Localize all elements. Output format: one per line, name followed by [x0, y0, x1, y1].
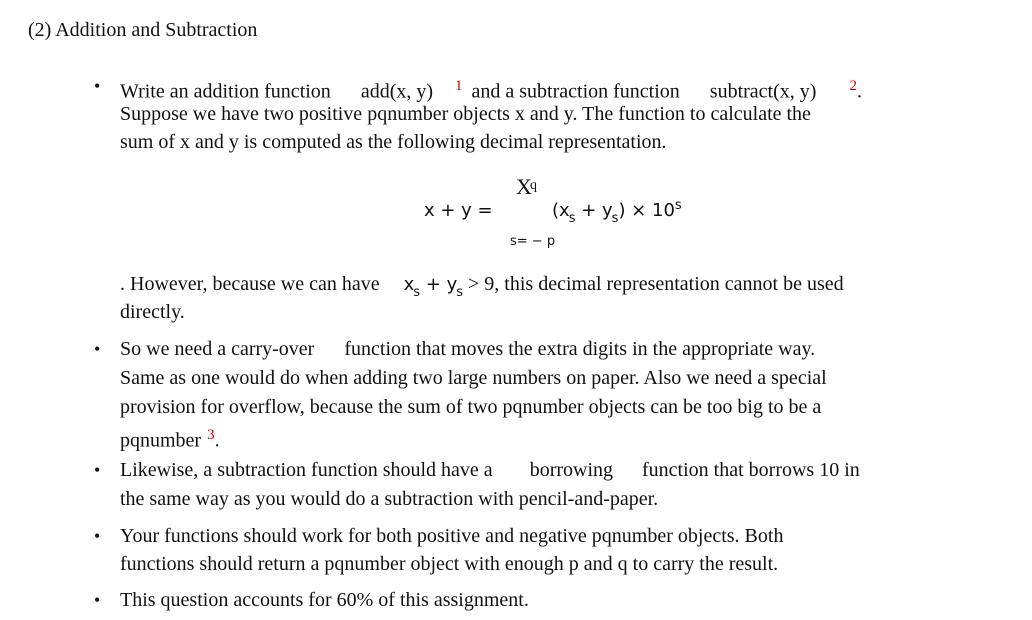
footnote-3-link[interactable]: 3 — [207, 427, 215, 443]
footnote-2-link[interactable]: 2 — [849, 78, 857, 94]
bullet-1-line-3: sum of x and y is computed as the following decimal representation. — [120, 131, 667, 153]
bullet-3-line-1 — [120, 458, 860, 482]
bullet-2-line-3: provision for overflow, because the sum of two pqnumber objects can be too big to be a — [120, 396, 822, 418]
text-segment: function that moves the extra digits in the appropriate way. — [344, 338, 816, 360]
after-formula-line-1 — [120, 272, 844, 299]
bullet-3-marker: • — [94, 460, 101, 480]
text-segment: borrowing — [529, 459, 614, 481]
punctuation: . — [214, 429, 220, 452]
bullet-5-line-1: This question accounts for 60% of this assignment. — [120, 589, 529, 611]
bullet-1-marker: • — [94, 76, 101, 96]
math-part: x — [403, 274, 415, 295]
formula-lhs: x + y = — [424, 200, 493, 221]
bullet-2-line-1 — [120, 337, 815, 361]
sum-lower-limit: s= − p — [510, 234, 556, 249]
text-segment: pqnumber — [120, 429, 202, 452]
sum-symbol: X — [516, 174, 532, 199]
bullet-4-marker: • — [94, 526, 101, 546]
bullet-2-marker: • — [94, 339, 101, 359]
bullet-1-line-1 — [120, 74, 862, 104]
text-segment: and a subtraction function — [471, 80, 680, 103]
subscript: s — [456, 285, 464, 300]
term-part: (x — [552, 200, 570, 221]
code-subtract: subtract(x, y) — [709, 80, 817, 103]
subscript: s — [568, 211, 576, 226]
term-part: ) × 10 — [618, 200, 675, 221]
text-segment: > 9, this decimal representation cannot be used — [463, 273, 844, 295]
sum-upper-limit: q — [530, 178, 537, 193]
inline-math — [403, 274, 464, 300]
text-segment: Write an addition function — [120, 80, 331, 103]
footnote-1-link[interactable]: 1 — [455, 78, 463, 94]
subscript: s — [611, 211, 619, 226]
term-part: + y — [575, 200, 613, 221]
text-segment: function that borrows 10 in — [642, 459, 860, 481]
text-segment: So we need a carry-over — [120, 338, 315, 360]
text-segment: . However, because we can have — [120, 273, 380, 295]
after-formula-line-2: directly. — [120, 301, 185, 323]
formula-term — [552, 198, 682, 226]
punctuation: . — [856, 80, 862, 103]
bullet-1-line-2: Suppose we have two positive pqnumber objects x and y. The function to calculate the — [120, 103, 811, 125]
bullet-2-line-2: Same as one would do when adding two large numbers on paper. Also we need a special — [120, 367, 827, 389]
section-title: (2) Addition and Subtraction — [28, 19, 258, 41]
bullet-5-marker: • — [94, 590, 101, 610]
text-segment: Likewise, a subtraction function should have a — [120, 459, 493, 481]
subscript: s — [413, 285, 421, 300]
bullet-4-line-2: functions should return a pqnumber object with enough p and q to carry the result. — [120, 553, 779, 575]
bullet-3-line-2: the same way as you would do a subtraction with pencil-and-paper. — [120, 488, 659, 510]
code-add: add(x, y) — [360, 80, 434, 103]
exponent: s — [674, 198, 682, 213]
bullet-2-line-4 — [120, 423, 220, 453]
bullet-4-line-1: Your functions should work for both positive and negative pqnumber objects. Both — [120, 525, 784, 547]
math-part: + y — [420, 274, 458, 295]
